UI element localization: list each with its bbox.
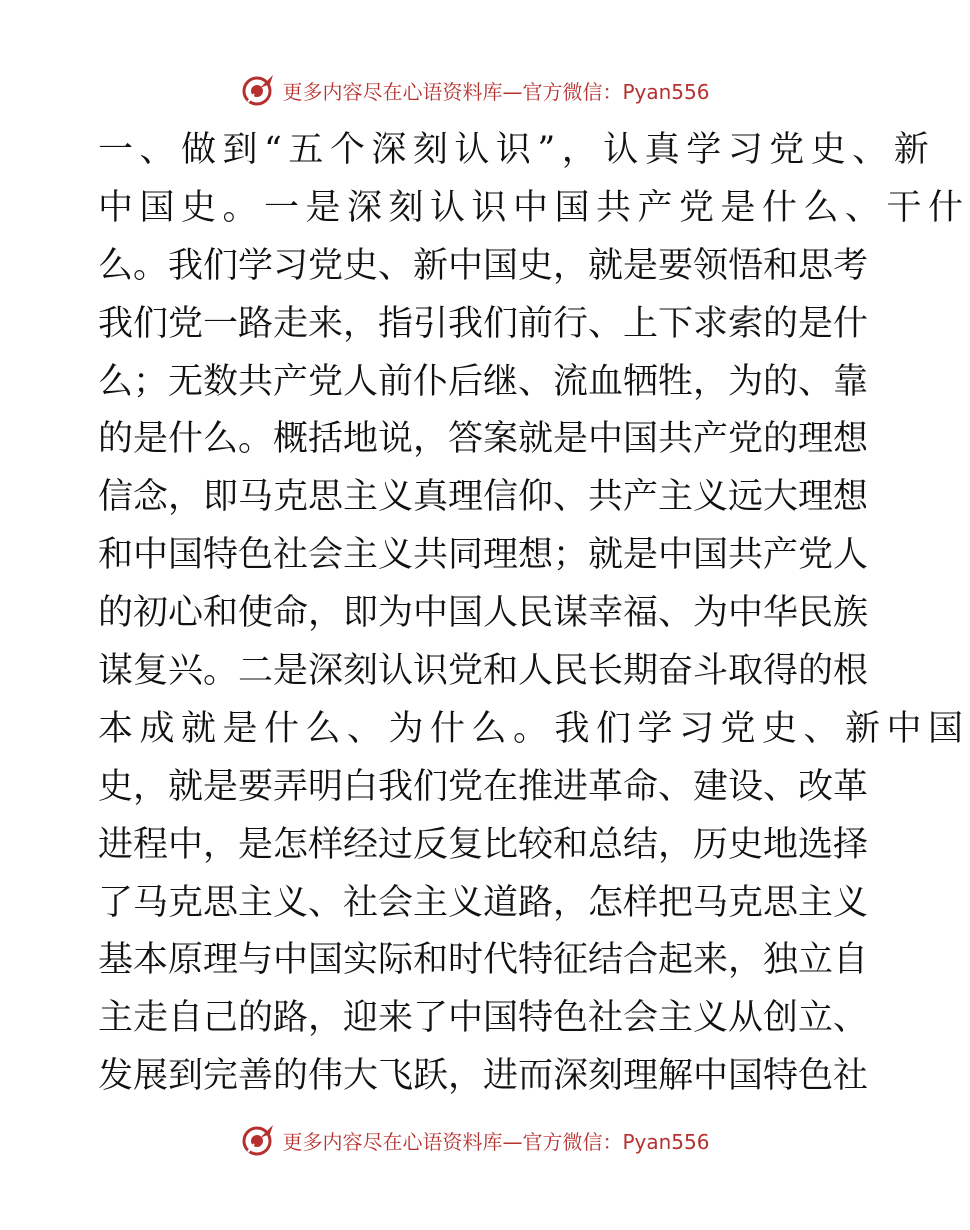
- quill-logo-icon: [240, 1122, 276, 1158]
- watermark-text: 更多内容尽在心语资料库—官方微信：Pyan556: [282, 1129, 710, 1154]
- text-line: 我们党一路走来，指引我们前行、上下求索的是什: [98, 303, 869, 344]
- text-line: 谋复兴。二是深刻认识党和人民长期奋斗取得的根: [98, 651, 869, 692]
- text-line: 么；无数共产党人前仆后继、流血牺牲，为的、靠: [98, 361, 869, 402]
- text-line: 发展到完善的伟大飞跃，进而深刻理解中国特色社: [98, 1056, 869, 1097]
- footer-watermark: [0, 1120, 950, 1160]
- text-line: 的初心和使命，即为中国人民谋幸福、为中华民族: [98, 593, 869, 634]
- quill-logo-icon: [240, 72, 276, 108]
- text-line: 的是什么。概括地说，答案就是中国共产党的理想: [98, 419, 869, 460]
- text-line: 和中国特色社会主义共同理想；就是中国共产党人: [98, 535, 869, 576]
- text-line: 主走自己的路，迎来了中国特色社会主义从创立、: [98, 998, 869, 1039]
- document-body: [98, 122, 970, 1106]
- text-line: 一、做到“五个深刻认识”，认真学习党史、新: [98, 130, 936, 170]
- text-line: 本成就是什么、为什么。我们学习党史、新中国: [98, 708, 970, 749]
- text-line: 信念，即马克思主义真理信仰、共产主义远大理想: [98, 477, 869, 518]
- text-line: 史，就是要弄明白我们党在推进革命、建设、改革: [98, 766, 869, 807]
- text-line: 基本原理与中国实际和时代特征结合起来，独立自: [98, 940, 869, 981]
- watermark-text: 更多内容尽在心语资料库—官方微信：Pyan556: [282, 79, 710, 104]
- header-watermark: [0, 70, 950, 110]
- text-line: 了马克思主义、社会主义道路，怎样把马克思主义: [98, 882, 869, 923]
- text-line: 么。我们学习党史、新中国史，就是要领悟和思考: [98, 245, 869, 286]
- text-line: 中国史。一是深刻认识中国共产党是什么、干什: [98, 187, 970, 228]
- text-line: 进程中，是怎样经过反复比较和总结，历史地选择: [98, 824, 869, 865]
